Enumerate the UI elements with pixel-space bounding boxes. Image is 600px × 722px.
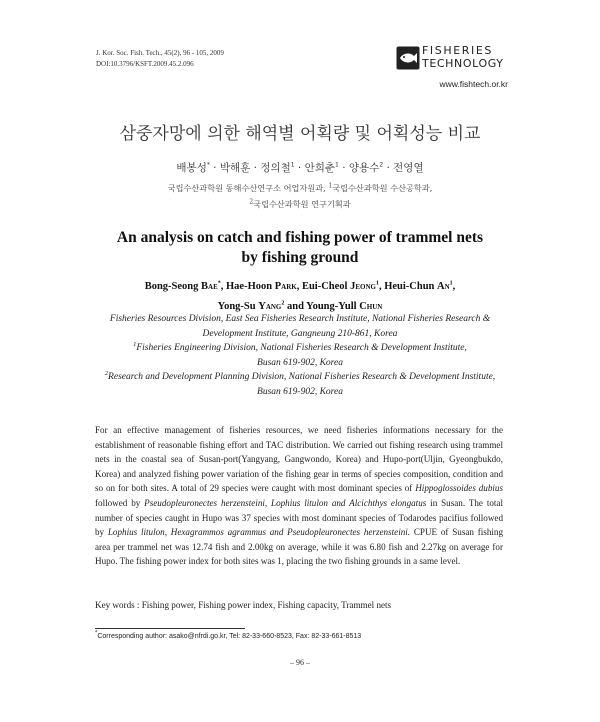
logo-word-technology: TECHNOLOGY — [422, 57, 504, 70]
footnote-divider — [95, 628, 245, 629]
fish-icon — [396, 46, 420, 70]
author-separator: · — [338, 162, 349, 174]
footnote: *Corresponding author: asako@nfrdi.go.kr, Tel: 82-33-660-8523, Fax: 82-33-661-8513 — [95, 630, 362, 640]
author-mark: * — [206, 161, 210, 169]
english-affiliations: Fisheries Resources Division, East Sea Fisheries Research Institute, National Fisheries Research & Development Institute, Gangneung 210-861, Korea $^1$Fisheries Engineering Division, National Fisheries Research & Development Institute, Busan 619-902, Korea $^2$Research and Development Planning Division, National Fisheries Research & Development Institute, Busan 619-902, Korea — [104, 314, 496, 397]
english-authors: Bong-Seong Bae*, Hae-Hoon Park, Eui-Cheol Jeong$^1$, Heui-Chun An$^1$, Yong-Su Yang$^2$ and Young-Yull Chun — [144, 280, 456, 312]
logo-word-fisheries: FISHERIES — [422, 44, 493, 57]
abstract: For an effective management of fisheries resources, we need fisheries informations necessary for the establishment of reasonable fishing effort and TAC distribution. We carried out fishing research using trammel nets in the coastal sea of Susan-port(Yangyang, Gangwondo, Korea) and Hupo-port(Uljin, Gyeongbukdo, Korea) and analyzed fishing power variation of the fishing gear in terms of species composition, condition and so on for both sites. A total of 29 species were caught with most dominant species of Hippoglossoides dubius followed by Pseudopleuronectes herzensteini, Lophius litulon and Alcichthys elongatus in Susan. The total number of species caught in Hupo was 37 species with most dominant species of Todarodes pacifius followed by Lophius litulon, Hexagrammos agrammus and Pseudopleuronectes herzensteini. CPUE of Susan fishing area per trammel net was 12.74 fish and 2.00kg on average, while it was 6.80 fish and 2.27kg on average for Hupo. The fishing power index for both sites was 1, placing the two fishing grounds in a same level. — [95, 425, 504, 567]
korean-affiliations: 국립수산과학원 동해수산연구소 어업자원과, $^1$국립수산과학원 수산공학과, $^2$국립수산과학원 연구기획과 — [167, 182, 433, 209]
page-number: – 96 – — [290, 658, 310, 667]
korean-author: 정의철 — [260, 162, 291, 174]
korean-author: 박해훈 — [219, 162, 251, 174]
korean-authors — [0, 160, 600, 175]
author-separator: · — [209, 162, 220, 174]
korean-title: 삼중자망에 의한 해역별 어획량 및 어획성능 비교 — [119, 124, 481, 144]
journal-info — [96, 48, 224, 70]
author-separator: · — [294, 162, 305, 174]
korean-author: 양용수 — [348, 162, 380, 174]
journal-citation: J. Kor. Soc. Fish. Tech., 45(2), 96 - 105, 2009 — [96, 49, 224, 57]
korean-author: 안희춘 — [304, 162, 336, 174]
keywords: Key words : Fishing power, Fishing power index, Fishing capacity, Trammel nets — [95, 600, 392, 610]
author-mark: 1 — [290, 161, 295, 169]
journal-website-link[interactable]: www.fishtech.or.kr — [439, 79, 508, 89]
author-mark: 2 — [379, 161, 384, 169]
author-mark: 1 — [335, 161, 339, 169]
korean-author: 전영열 — [393, 162, 424, 174]
english-title: An analysis on catch and fishing power of trammel nets by fishing ground — [116, 229, 484, 266]
journal-doi: DOI:10.3796/KSFT.2009.45.2.096 — [96, 60, 194, 68]
author-separator: · — [250, 162, 261, 174]
korean-author: 배봉성 — [176, 162, 207, 174]
author-separator: · — [383, 162, 394, 174]
